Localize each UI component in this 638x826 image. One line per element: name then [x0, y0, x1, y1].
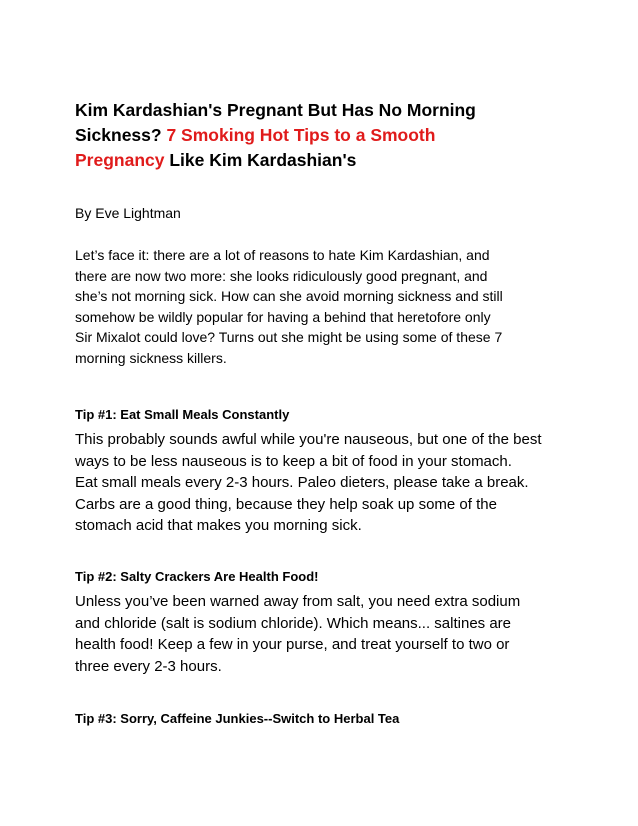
tip-line: health food! Keep a few in your purse, and treat yourself to two or — [75, 636, 510, 653]
title-text-1: Kim Kardashian's Pregnant But Has No Morning — [75, 100, 476, 120]
intro-paragraph — [75, 245, 575, 368]
tip-line: Unless you’ve been warned away from salt, you need extra sodium — [75, 593, 521, 610]
intro-line: Sir Mixalot could love? Turns out she might be using some of these 7 — [75, 329, 503, 345]
intro-line: she’s not morning sick. How can she avoid morning sickness and still — [75, 288, 503, 304]
intro-line: there are now two more: she looks ridiculously good pregnant, and — [75, 267, 488, 284]
tip-line: three every 2-3 hours. — [75, 657, 222, 675]
tip-line: ways to be less nauseous is to keep a bit of food in your stomach. — [75, 452, 512, 470]
intro-line: somehow be wildly popular for having a behind that heretofore only — [75, 308, 491, 325]
title-highlight-2: Pregnancy — [75, 150, 165, 170]
title-line-1 — [75, 98, 575, 123]
tip-line: This probably sounds awful while you're nauseous, but one of the best — [75, 431, 542, 448]
tip-line: and chloride (salt is sodium chloride). Which means... saltines are — [75, 614, 512, 632]
intro-line: morning sickness killers. — [75, 349, 227, 366]
title-text-3: Like Kim Kardashian's — [164, 150, 357, 170]
tip-1-heading: Tip #1: Eat Small Meals Constantly — [75, 407, 290, 422]
author-byline: By Eve Lightman — [75, 205, 181, 221]
tip-1-body — [75, 429, 575, 537]
title-line-2 — [75, 123, 575, 148]
tip-2-body — [75, 591, 575, 677]
tip-2-heading: Tip #2: Salty Crackers Are Health Food! — [75, 569, 319, 584]
intro-line: Let’s face it: there are a lot of reasons to hate Kim Kardashian, and — [75, 247, 490, 263]
title-text-2: Sickness? — [75, 125, 167, 145]
tip-line: Carbs are a good thing, because they help soak up some of the — [75, 495, 497, 513]
tip-3-heading: Tip #3: Sorry, Caffeine Junkies--Switch to Herbal Tea — [75, 711, 400, 726]
title-highlight-1: 7 Smoking Hot Tips to a Smooth — [166, 125, 436, 145]
title-line-3 — [75, 148, 575, 173]
article-title — [75, 98, 575, 173]
tip-line: Eat small meals every 2-3 hours. Paleo dieters, please take a break. — [75, 474, 529, 491]
tip-line: stomach acid that makes you morning sick. — [75, 517, 362, 534]
